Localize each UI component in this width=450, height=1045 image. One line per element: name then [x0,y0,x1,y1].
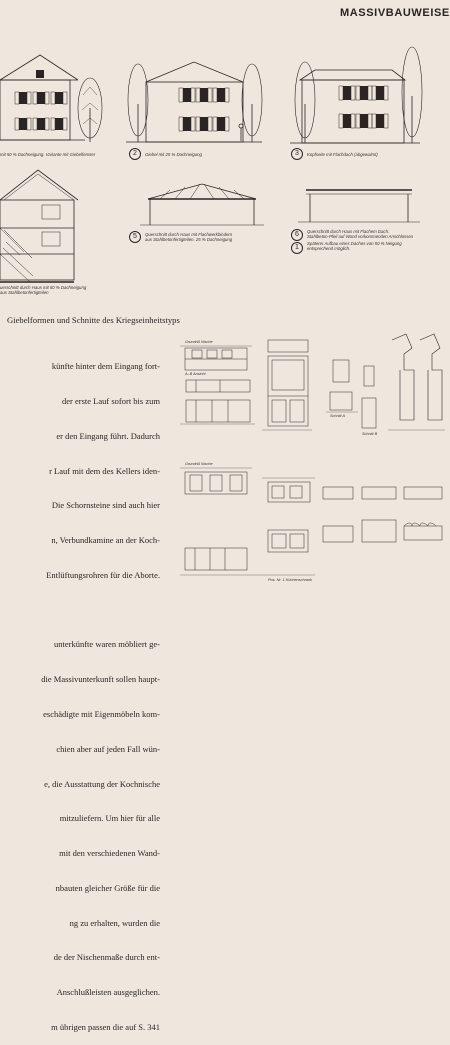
house-section-5 [140,184,264,225]
drawing-label-3: Grundriß Nische [185,462,213,466]
caption-section-5a: Querschnitt durch Haus mit Flachwerkbindern [145,232,233,237]
caption-section-4b: aus Stahlbetonfertigteilen [0,290,49,295]
body-line: chien aber auf jeden Fall wün- [56,743,160,754]
number-3: 3 [291,148,303,160]
number-1: 1 [291,242,303,254]
body-line: Anschlußleisten ausgeglichen. [56,987,160,998]
caption-house-3: Kopfseite mit Flachdach (abgewalmt) [307,152,378,157]
body-line: künfte hinter dem Eingang fort- [51,361,160,372]
house-section-4 [0,170,78,282]
body-line: mit den verschiedenen Wand- [59,848,160,859]
body-line: er den Eingang führt. Dadurch [56,430,160,441]
body-line: ng zu erhalten, wurden die [69,917,160,928]
body-text [0,338,160,1045]
house-elevation-1 [0,55,102,142]
drawing-label-4: Schnitt A [330,414,346,418]
house-section-6 [298,190,420,222]
drawing-label-5: Schnitt B [362,432,378,436]
body-line: e, die Ausstattung der Kochnische [44,778,160,789]
body-line: die Massivunterkunft sollen haupt- [41,674,160,685]
body-line: eschädigte mit Eigenmöbeln kom- [43,709,160,719]
caption-section-6a: Querschnitt durch Haus mit Flachem Dach. [307,229,390,234]
drawing-label-1: Grundriß Nische [185,340,213,344]
house-elevation-2 [126,62,262,142]
body-line: nbauten gleicher Größe für die [55,882,160,893]
number-2: 2 [129,148,141,160]
number-5: 5 [129,231,141,243]
caption-house-1: mit 50 % Dachneigung. Variante mit Giebelfenster [0,152,96,157]
caption-section-5b: aus Stahlbetonfertigteilen. 25 % Dachneigung [145,237,233,242]
body-line: de der Nischenmaße durch ent- [53,952,160,963]
body-line: mitzuliefern. Um hier für alle [59,813,160,824]
body-line: Die Schornsteine sind auch hier [51,500,160,511]
caption-house-2: Giebel mit 25 % Dachneigung [145,152,202,157]
caption-section-4a: uerschnitt durch Haus mit 50 % Dachneigung [0,285,87,290]
house-elevation-3 [290,47,422,143]
body-line: m übrigen passen die auf S. 341 [51,1022,160,1033]
body-line: unterkünfte waren möbliert ge- [54,639,160,650]
body-line: Entlüftungsrohren für die Aborte. [46,569,160,580]
kitchen-niche-drawings [180,334,445,575]
drawing-label-6: Pos. Nr. 1 Küchenschrank [268,578,312,582]
drawing-label-2: A–B Ansicht [185,372,206,376]
caption-section-6c: Späterer Aufbau eines Daches von 50 % Neigung entsprechend möglich. [307,241,402,251]
body-line: r Lauf mit dem des Kellers iden- [49,465,160,476]
body-line: der erste Lauf sofort bis zum [62,395,160,406]
body-line: n, Verbundkamine an der Koch- [51,535,160,546]
caption-section-6b: Stahlbeton-Pfeil auf Wand vorkommenden Anschlüssen [307,234,414,239]
figure-caption: Giebelformen und Schnitte des Kriegseinheitstyps [7,315,180,325]
number-6: 6 [291,229,303,241]
page-header-title: MASSIVBAUWEISE [340,7,450,19]
